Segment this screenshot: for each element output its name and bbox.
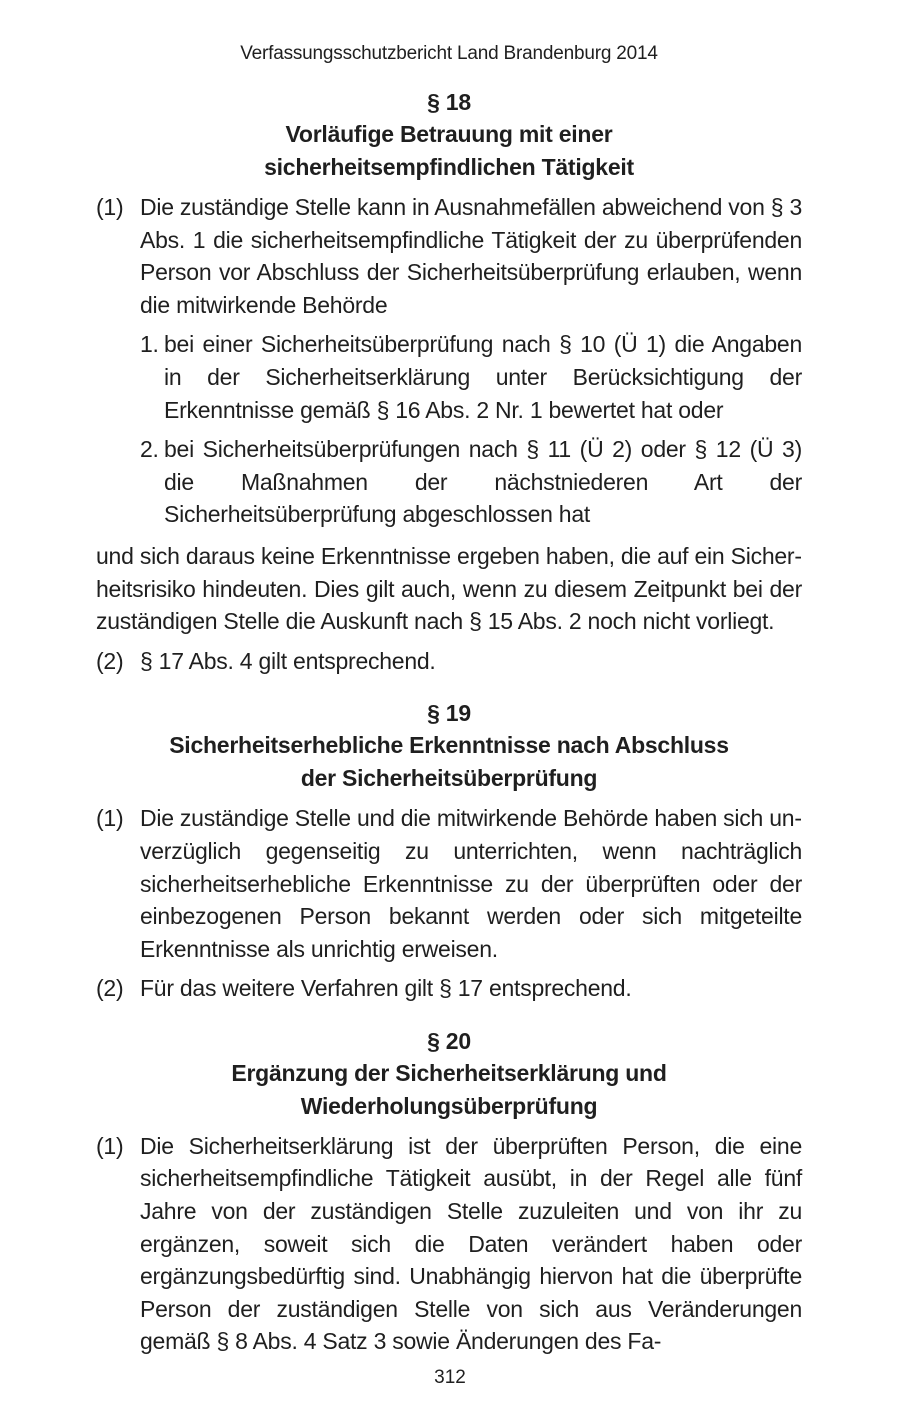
- running-header: Verfassungsschutzbericht Land Brandenburg 2014: [240, 43, 658, 64]
- section-heading-20: [96, 1025, 802, 1123]
- paragraph-text: Die Sicherheitserklärung ist der überprüften Person, die eine sicherheitsempfindliche Tätigkeit ausübt, in der Regel alle fünf Jahre von der zuständigen Stelle zuzuleiten und von ihr zu ergänzen, soweit sich die Daten verändert haben oder ergänzungsbedürftig sind. Unabhängig hiervon hat die überprüfte Person der zuständigen Stelle von sich aus Veränderungen gemäß § 8 Abs. 4 Satz 3 sowie Änderungen des Fa-: [140, 1132, 802, 1355]
- list-item-text: bei Sicherheitsüberprüfungen nach § 11 (Ü 2) oder § 12 (Ü 3) die Maßnahmen der nächstniederen Art der Sicherheitsüberprüfung abgeschlossen hat: [164, 436, 802, 528]
- list-item: [140, 433, 802, 531]
- paragraph-marker: (2): [96, 975, 124, 1002]
- paragraph-18-1: [96, 191, 802, 531]
- section-heading-19: [96, 697, 802, 795]
- paragraph-text: Die zuständige Stelle und die mitwirkende Behörde haben sich unverzüglich gegenseitig zu unterrichten, wenn nachträglich sicherheitserhebliche Erkenntnisse zu der überprüften oder der einbezogenen Person bekannt werden oder sich mitgeteilte Erkenntnisse als unrichtig erweisen.: [140, 805, 802, 962]
- paragraph-body: [140, 191, 802, 531]
- list-item-number: 1.: [140, 331, 159, 358]
- list-item: [140, 328, 802, 426]
- section-heading-18: [96, 86, 802, 184]
- paragraph-text: Für das weitere Verfahren gilt § 17 entsprechend.: [140, 975, 632, 1002]
- section-number: § 18: [427, 89, 471, 115]
- paragraph-marker: (1): [96, 1132, 124, 1159]
- section-number: § 19: [427, 700, 471, 727]
- list-item-text: bei einer Sicherheitsüberprüfung nach § 10 (Ü 1) die Angaben in der Sicherheitserklärung unter Berücksichtigung der Erkenntnisse gemäß § 16 Abs. 2 Nr. 1 bewertet hat oder: [164, 331, 802, 423]
- section-title-line: der Sicherheitsüberprüfung: [300, 765, 598, 792]
- paragraph-20-1: [96, 1130, 802, 1358]
- numbered-list: [140, 328, 802, 531]
- list-item-number: 2.: [140, 436, 159, 463]
- paragraph-19-1: [96, 802, 802, 965]
- paragraph-marker: (1): [96, 805, 124, 832]
- paragraph-marker: (1): [96, 194, 124, 220]
- paragraph-text: § 17 Abs. 4 gilt entsprechend.: [140, 647, 436, 674]
- paragraph-text: Die zuständige Stelle kann in Ausnahmefällen abweichend von § 3 Abs. 1 die sicherheitsempfindliche Tätigkeit der zu überprüfenden Person vor Abschluss der Sicherheitsüberprüfung erlauben, wenn die mitwirkende Behörde: [140, 194, 802, 318]
- paragraph-19-2: [96, 972, 802, 1005]
- section-title-line: Ergänzung der Sicherheitserklärung und: [231, 1059, 667, 1086]
- section-title-line: Wiederholungsüberprüfung: [300, 1092, 598, 1119]
- paragraph-marker: (2): [96, 647, 124, 674]
- page-number: 312: [434, 1367, 466, 1388]
- paragraph-continuation: und sich daraus keine Erkenntnisse ergeben haben, die auf ein Sicherheitsrisiko hindeuten. Dies gilt auch, wenn zu diesem Zeitpunkt bei der zuständigen Stelle die Auskunft nach § 15 Abs. 2 noch nicht vorliegt.: [96, 542, 802, 635]
- section-number: § 20: [427, 1027, 471, 1054]
- section-title-line: Sicherheitserhebliche Erkenntnisse nach Abschluss: [169, 732, 729, 759]
- paragraph-18-2: [96, 645, 802, 678]
- document-page: [96, 0, 802, 1358]
- section-title-line: Vorläufige Betrauung mit einer: [285, 121, 613, 147]
- section-title-line: sicherheitsempfindlichen Tätigkeit: [264, 154, 634, 180]
